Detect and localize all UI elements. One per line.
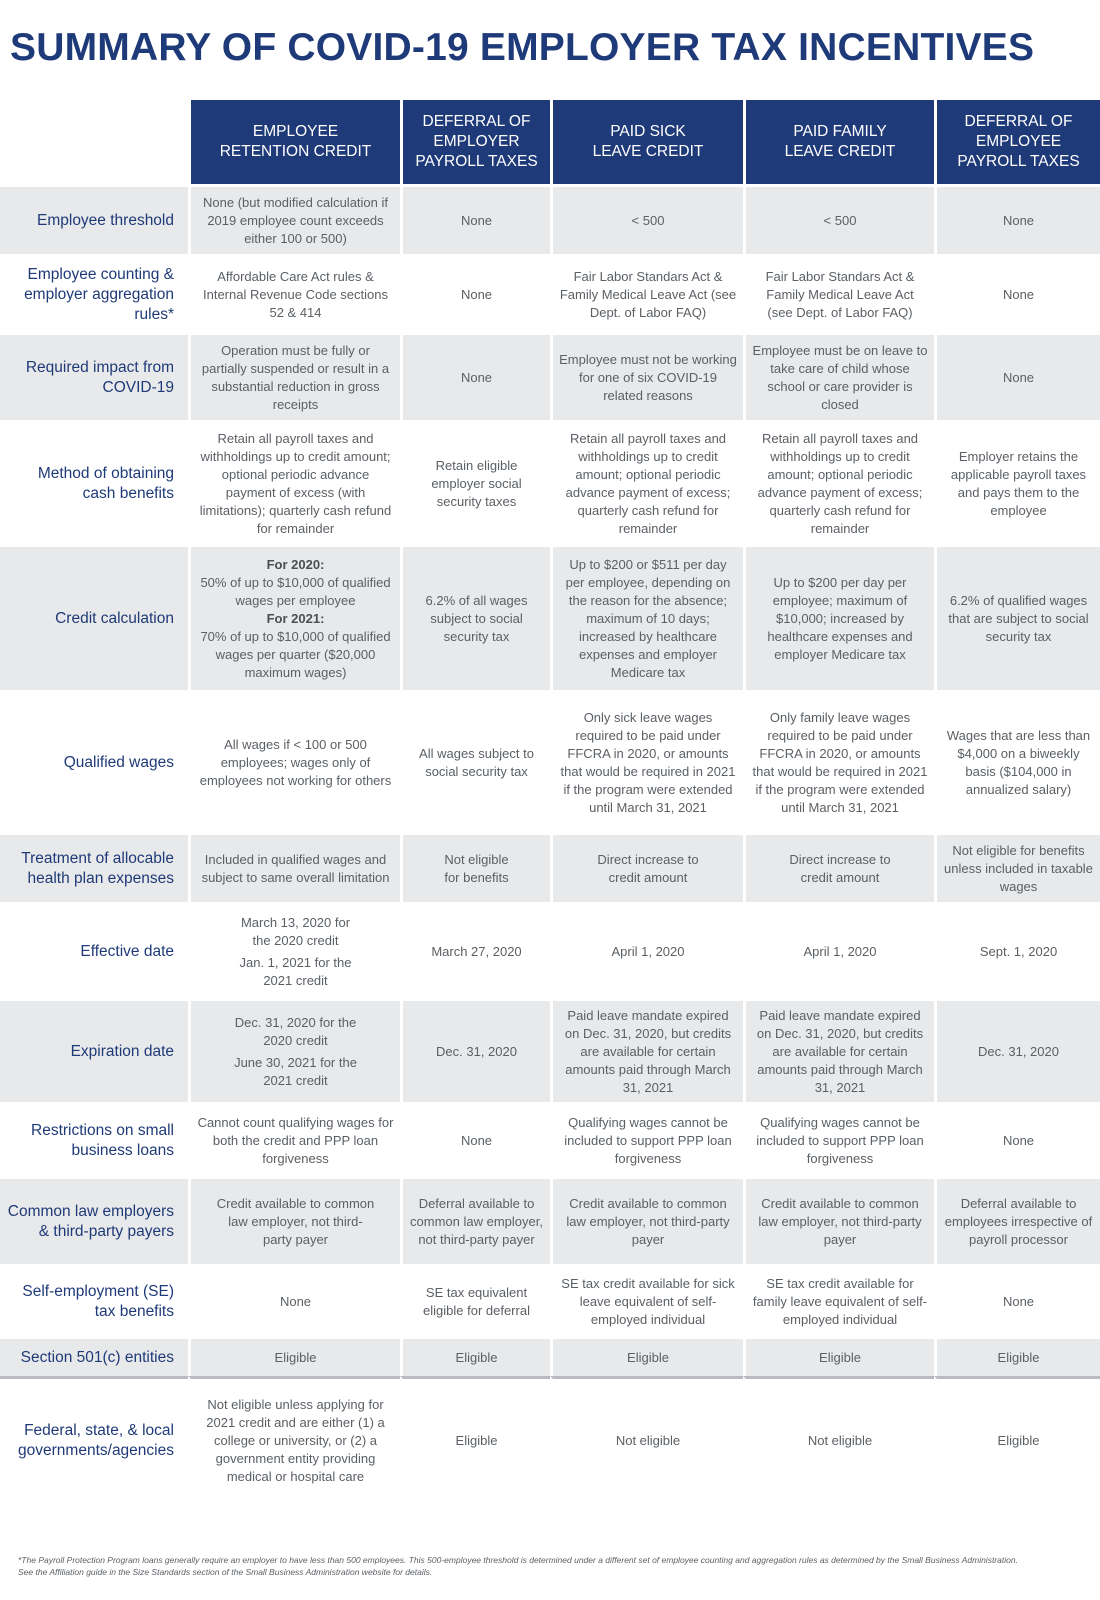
cell-erc: [188, 998, 400, 1102]
cell-erc: Affordable Care Act rules & Internal Revenue Code sections 52 & 414: [188, 254, 400, 332]
row-label: Employee threshold: [0, 184, 188, 254]
cell-deferral-employer: None: [400, 332, 550, 420]
cell-sick-leave: Direct increase to credit amount: [550, 832, 743, 902]
row-section-501c: [0, 1336, 1100, 1376]
cell-sick-leave: Eligible: [550, 1336, 743, 1376]
cell-family-leave: Paid leave mandate expired on Dec. 31, 2020, but credits are available for certain amounts paid through March 31, 2021: [743, 998, 934, 1102]
row-label: Credit calculation: [0, 544, 188, 690]
cell-erc: All wages if < 100 or 500 employees; wages only of employees not working for others: [188, 690, 400, 832]
cell-erc: Included in qualified wages and subject to same overall limitation: [188, 832, 400, 902]
cell-deferral-employee: Eligible: [934, 1376, 1100, 1502]
cell-deferral-employee: None: [934, 332, 1100, 420]
cell-family-leave: Eligible: [743, 1336, 934, 1376]
row-label: Section 501(c) entities: [0, 1336, 188, 1376]
cell-deferral-employee: Deferral available to employees irrespective of payroll processor: [934, 1176, 1100, 1264]
col-header-paid-family-leave-credit: PAID FAMILY LEAVE CREDIT: [743, 100, 934, 184]
cell-deferral-employer: Retain eligible employer social security taxes: [400, 420, 550, 544]
cell-sick-leave: Qualifying wages cannot be included to support PPP loan forgiveness: [550, 1102, 743, 1176]
cell-family-leave: Fair Labor Standars Act & Family Medical Leave Act (see Dept. of Labor FAQ): [743, 254, 934, 332]
cell-deferral-employer: SE tax equivalent eligible for deferral: [400, 1264, 550, 1336]
row-self-employment: [0, 1264, 1100, 1336]
row-health-plan-expenses: [0, 832, 1100, 902]
cell-deferral-employer: Not eligible for benefits: [400, 832, 550, 902]
row-label: Restrictions on small business loans: [0, 1102, 188, 1176]
cell-deferral-employer: March 27, 2020: [400, 902, 550, 998]
row-employee-counting: [0, 254, 1100, 332]
cell-sick-leave: Credit available to common law employer, not third-party payer: [550, 1176, 743, 1264]
cell-family-leave: Employee must be on leave to take care of child whose school or care provider is closed: [743, 332, 934, 420]
cell-family-leave: April 1, 2020: [743, 902, 934, 998]
row-label: Treatment of allocable health plan expenses: [0, 832, 188, 902]
cell-deferral-employee: Employer retains the applicable payroll taxes and pays them to the employee: [934, 420, 1100, 544]
row-method-cash-benefits: [0, 420, 1100, 544]
cell-deferral-employee: None: [934, 1264, 1100, 1336]
cell-sick-leave: SE tax credit available for sick leave equivalent of self-employed individual: [550, 1264, 743, 1336]
cell-sick-leave: Employee must not be working for one of six COVID-19 related reasons: [550, 332, 743, 420]
calc-2021-text: 70% of up to $10,000 of qualified wages per quarter ($20,000 maximum wages): [200, 628, 391, 680]
cell-family-leave: Direct increase to credit amount: [743, 832, 934, 902]
row-common-law-employers: [0, 1176, 1100, 1264]
header-row: [0, 100, 1100, 184]
row-governments: [0, 1376, 1100, 1502]
cell-deferral-employee: None: [934, 254, 1100, 332]
cell-erc: Operation must be fully or partially suspended or result in a substantial reduction in gross receipts: [188, 332, 400, 420]
cell-deferral-employee: None: [934, 184, 1100, 254]
cell-sick-leave: Fair Labor Standars Act & Family Medical Leave Act (see Dept. of Labor FAQ): [550, 254, 743, 332]
col-header-deferral-employer-payroll-taxes: DEFERRAL OF EMPLOYER PAYROLL TAXES: [400, 100, 550, 184]
cell-family-leave: Up to $200 per day per employee; maximum of $10,000; increased by healthcare expenses and employer Medicare tax: [743, 544, 934, 690]
row-label: Federal, state, & local governments/agencies: [0, 1376, 188, 1502]
expiration-2021: June 30, 2021 for the 2021 credit: [234, 1054, 357, 1088]
col-header-employee-retention-credit: EMPLOYEE RETENTION CREDIT: [188, 100, 400, 184]
calc-2021-heading: For 2021:: [266, 610, 325, 626]
row-small-business-loans: [0, 1102, 1100, 1176]
cell-deferral-employer: None: [400, 184, 550, 254]
cell-erc: Retain all payroll taxes and withholdings up to credit amount; optional periodic advance payment of excess (with limitations); quarterly cash refund for remainder: [188, 420, 400, 544]
cell-sick-leave: Not eligible: [550, 1376, 743, 1502]
row-effective-date: [0, 902, 1100, 998]
cell-deferral-employer: None: [400, 254, 550, 332]
row-label: Qualified wages: [0, 690, 188, 832]
cell-deferral-employer: All wages subject to social security tax: [400, 690, 550, 832]
cell-erc: None: [188, 1264, 400, 1336]
cell-erc: Credit available to common law employer, not third-party payer: [188, 1176, 400, 1264]
row-label: Required impact from COVID-19: [0, 332, 188, 420]
row-label: Effective date: [0, 902, 188, 998]
cell-erc: [188, 544, 400, 690]
row-label: Method of obtaining cash benefits: [0, 420, 188, 544]
cell-family-leave: Credit available to common law employer, not third-party payer: [743, 1176, 934, 1264]
cell-sick-leave: Retain all payroll taxes and withholdings up to credit amount; optional periodic advance payment of excess; quarterly cash refund for remainder: [550, 420, 743, 544]
row-required-impact: [0, 332, 1100, 420]
cell-erc: [188, 902, 400, 998]
cell-family-leave: Not eligible: [743, 1376, 934, 1502]
cell-sick-leave: April 1, 2020: [550, 902, 743, 998]
cell-deferral-employer: 6.2% of all wages subject to social security tax: [400, 544, 550, 690]
cell-deferral-employer: Eligible: [400, 1336, 550, 1376]
cell-sick-leave: Paid leave mandate expired on Dec. 31, 2020, but credits are available for certain amounts paid through March 31, 2021: [550, 998, 743, 1102]
incentives-table: [0, 100, 1100, 1502]
footnote: *The Payroll Protection Program loans generally require an employer to have less than 500 employees. This 500-employee threshold is determined under a different set of employee counting and aggregation rules as determined by the Small Business Administration. See the Affiliation guide in the Size Standards section of the Small Business Administration website for details.: [18, 1555, 1018, 1577]
row-qualified-wages: [0, 690, 1100, 832]
cell-sick-leave: < 500: [550, 184, 743, 254]
row-employee-threshold: [0, 184, 1100, 254]
cell-family-leave: Only family leave wages required to be paid under FFCRA in 2020, or amounts that would be required in 2021 if the program were extended until March 31, 2021: [743, 690, 934, 832]
cell-erc: Eligible: [188, 1336, 400, 1376]
calc-2020-heading: For 2020:: [266, 556, 325, 572]
row-label: Common law employers & third-party payers: [0, 1176, 188, 1264]
corner-cell: [0, 100, 188, 184]
cell-deferral-employee: Sept. 1, 2020: [934, 902, 1100, 998]
cell-deferral-employee: None: [934, 1102, 1100, 1176]
cell-deferral-employer: Deferral available to common law employer, not third-party payer: [400, 1176, 550, 1264]
cell-erc: Not eligible unless applying for 2021 credit and are either (1) a college or university, or (2) a government entity providing medical or hospital care: [188, 1376, 400, 1502]
cell-deferral-employer: Eligible: [400, 1376, 550, 1502]
cell-sick-leave: Up to $200 or $511 per day per employee, depending on the reason for the absence; maximum of 10 days; increased by healthcare expenses and employer Medicare tax: [550, 544, 743, 690]
cell-family-leave: Retain all payroll taxes and withholdings up to credit amount; optional periodic advance payment of excess; quarterly cash refund for remainder: [743, 420, 934, 544]
cell-erc: None (but modified calculation if 2019 employee count exceeds either 100 or 500): [188, 184, 400, 254]
cell-deferral-employee: Eligible: [934, 1336, 1100, 1376]
row-label: Self-employment (SE) tax benefits: [0, 1264, 188, 1336]
calc-2020-text: 50% of up to $10,000 of qualified wages per employee: [200, 574, 391, 608]
cell-deferral-employee: 6.2% of qualified wages that are subject to social security tax: [934, 544, 1100, 690]
cell-family-leave: SE tax credit available for family leave equivalent of self-employed individual: [743, 1264, 934, 1336]
expiration-2020: Dec. 31, 2020 for the 2020 credit: [234, 1014, 357, 1048]
cell-deferral-employee: Dec. 31, 2020: [934, 998, 1100, 1102]
effective-2020: March 13, 2020 for the 2020 credit: [240, 914, 351, 948]
row-credit-calculation: [0, 544, 1100, 690]
cell-deferral-employee: Not eligible for benefits unless included in taxable wages: [934, 832, 1100, 902]
cell-family-leave: < 500: [743, 184, 934, 254]
cell-deferral-employer: Dec. 31, 2020: [400, 998, 550, 1102]
cell-erc: Cannot count qualifying wages for both the credit and PPP loan forgiveness: [188, 1102, 400, 1176]
row-label: Expiration date: [0, 998, 188, 1102]
cell-sick-leave: Only sick leave wages required to be paid under FFCRA in 2020, or amounts that would be required in 2021 if the program were extended until March 31, 2021: [550, 690, 743, 832]
row-label: Employee counting & employer aggregation rules*: [0, 254, 188, 332]
effective-2021: Jan. 1, 2021 for the 2021 credit: [239, 954, 352, 988]
cell-deferral-employee: Wages that are less than $4,000 on a biweekly basis ($104,000 in annualized salary): [934, 690, 1100, 832]
cell-deferral-employer: None: [400, 1102, 550, 1176]
page-title: SUMMARY OF COVID-19 EMPLOYER TAX INCENTIVES: [10, 26, 1035, 69]
row-expiration-date: [0, 998, 1100, 1102]
col-header-paid-sick-leave-credit: PAID SICK LEAVE CREDIT: [550, 100, 743, 184]
cell-family-leave: Qualifying wages cannot be included to support PPP loan forgiveness: [743, 1102, 934, 1176]
col-header-deferral-employee-payroll-taxes: DEFERRAL OF EMPLOYEE PAYROLL TAXES: [934, 100, 1100, 184]
